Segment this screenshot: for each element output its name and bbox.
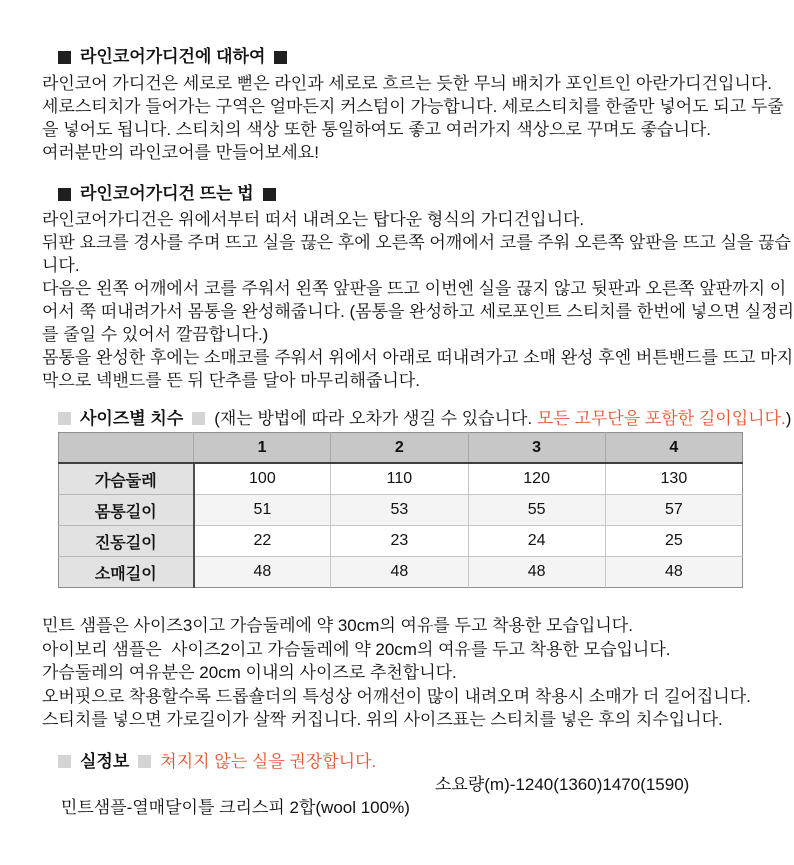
- table-cell: 25: [605, 526, 742, 557]
- size-table-col-header: 4: [605, 433, 742, 464]
- size-note-black: (재는 방법에 따라 오차가 생길 수 있습니다.: [214, 409, 537, 428]
- paragraph-line: 을 넣어도 됩니다. 스티치의 색상 또한 통일하여도 좋고 여러가지 색상으로 꾸며도 좋습니다.: [42, 120, 712, 139]
- size-note-red: 모든 고무단을 포함한 길이입니다.: [536, 409, 786, 428]
- black-square-icon: [58, 51, 71, 64]
- paragraph-line: 니다.: [42, 256, 80, 275]
- row-label: 진동길이: [59, 526, 194, 557]
- black-square-icon: [274, 51, 287, 64]
- table-cell: 55: [468, 495, 605, 526]
- table-cell: 51: [194, 495, 331, 526]
- section-title-about-label: 라인코어가디건에 대하여: [80, 47, 266, 66]
- paragraph-line: 스티치를 넣으면 가로길이가 살짝 커집니다. 위의 사이즈표는 스티치를 넣은 후의 치수입니다.: [42, 710, 723, 729]
- paragraph-line: 다음은 왼쪽 어깨에서 코를 주워서 왼쪽 앞판을 뜨고 이번엔 실을 끊지 않고 뒷판과 오른쪽 앞판까지 이: [42, 279, 787, 298]
- table-cell: 23: [331, 526, 468, 557]
- table-row: [59, 526, 743, 557]
- section-title-howto-label: 라인코어가디건 뜨는 법: [80, 184, 254, 203]
- section-title-size-label: 사이즈별 치수: [80, 409, 184, 428]
- paragraph-line: 오버핏으로 착용할수록 드롭숄더의 특성상 어깨선이 많이 내려오며 착용시 소매가 더 길어집니다.: [42, 686, 751, 706]
- gray-square-icon: [58, 755, 71, 768]
- paragraph-line: 막으로 넥밴드를 뜬 뒤 단추를 달아 마무리해줍니다.: [42, 371, 420, 390]
- table-row: [59, 557, 743, 588]
- size-table-col-header: 3: [468, 433, 605, 464]
- section-title-yarn-label: 실정보: [80, 751, 130, 771]
- row-label: 소매길이: [59, 557, 194, 588]
- paragraph-line: 아이보리 샘플은 사이즈2이고 가슴둘레에 약 20cm의 여유를 두고 착용한 모습입니다.: [42, 639, 671, 659]
- table-cell: 24: [468, 526, 605, 557]
- section-title-howto: [42, 184, 744, 204]
- size-table-corner-cell: [59, 433, 194, 464]
- table-cell: 48: [605, 557, 742, 588]
- fit-paragraph: [42, 614, 751, 732]
- black-square-icon: [263, 188, 276, 201]
- paragraph-line: 민트 샘플은 사이즈3이고 가슴둘레에 약 30cm의 여유를 두고 착용한 모습입니다.: [42, 616, 633, 635]
- paragraph-line: 가슴둘레의 여유분은 20cm 이내의 사이즈로 추천합니다.: [42, 663, 457, 682]
- paragraph-line: 어서 쭉 떠내려가서 몸통을 완성해줍니다. (몸통을 완성하고 세로포인트 스티치를 한번에 넣으면 실정리: [42, 302, 794, 321]
- about-paragraph: [42, 72, 784, 164]
- row-label: 가슴둘레: [59, 463, 194, 495]
- size-table-col-header: 1: [194, 433, 331, 464]
- table-cell: 48: [331, 557, 468, 588]
- paragraph-line: 라인코어 가디건은 세로로 뻗은 라인과 세로로 흐르는 듯한 무늬 배치가 포인트인 아란가디건입니다.: [42, 74, 772, 93]
- paragraph-line: 여러분만의 라인코어를 만들어보세요!: [42, 143, 319, 162]
- paragraph-line: 뒤판 요크를 경사를 주며 뜨고 실을 끊은 후에 오른쪽 어깨에서 코를 주워 오른쪽 앞판을 뜨고 실을 끊습: [42, 233, 791, 252]
- gray-square-icon: [58, 412, 71, 425]
- table-cell: 48: [468, 557, 605, 588]
- paragraph-line: 를 줄일 수 있어서 깔끔합니다.): [42, 325, 269, 344]
- section-title-about: [42, 47, 744, 67]
- paragraph-line: 몸통을 완성한 후에는 소매코를 주워서 위에서 아래로 떠내려가고 소매 완성 후엔 버튼밴드를 뜨고 마지: [42, 348, 794, 367]
- gray-square-icon: [138, 755, 151, 768]
- section-title-yarn: [42, 750, 744, 773]
- black-square-icon: [58, 188, 71, 201]
- size-table-header-row: [59, 433, 743, 464]
- table-cell: 120: [468, 463, 605, 495]
- section-title-size: [42, 407, 792, 430]
- table-row: [59, 495, 743, 526]
- yarn-note-red: 쳐지지 않는 실을 권장합니다.: [160, 751, 377, 771]
- table-row: [59, 463, 743, 495]
- table-cell: 130: [605, 463, 742, 495]
- yarn-sample-line: [42, 773, 744, 865]
- size-note-close: ): [785, 409, 792, 428]
- size-table: [58, 432, 743, 588]
- table-cell: 57: [605, 495, 742, 526]
- table-cell: 110: [331, 463, 468, 495]
- size-note: [214, 407, 791, 430]
- size-table-col-header: 2: [331, 433, 468, 464]
- howto-paragraph: [42, 208, 794, 392]
- yarn-usage-text: 소요량(m)-1240(1360)1470(1590): [435, 774, 690, 794]
- row-label: 몸통길이: [59, 495, 194, 526]
- table-cell: 53: [331, 495, 468, 526]
- table-cell: 22: [194, 526, 331, 557]
- table-cell: 100: [194, 463, 331, 495]
- paragraph-line: 라인코어가디건은 위에서부터 떠서 내려오는 탑다운 형식의 가디건입니다.: [42, 210, 585, 229]
- table-cell: 48: [194, 557, 331, 588]
- yarn-sample-text: 민트샘플-열매달이틀 크리스피 2합(wool 100%): [60, 797, 410, 817]
- paragraph-line: 세로스티치가 들어가는 구역은 얼마든지 커스텀이 가능합니다. 세로스티치를 한줄만 넣어도 되고 두줄: [42, 97, 784, 116]
- gray-square-icon: [192, 412, 205, 425]
